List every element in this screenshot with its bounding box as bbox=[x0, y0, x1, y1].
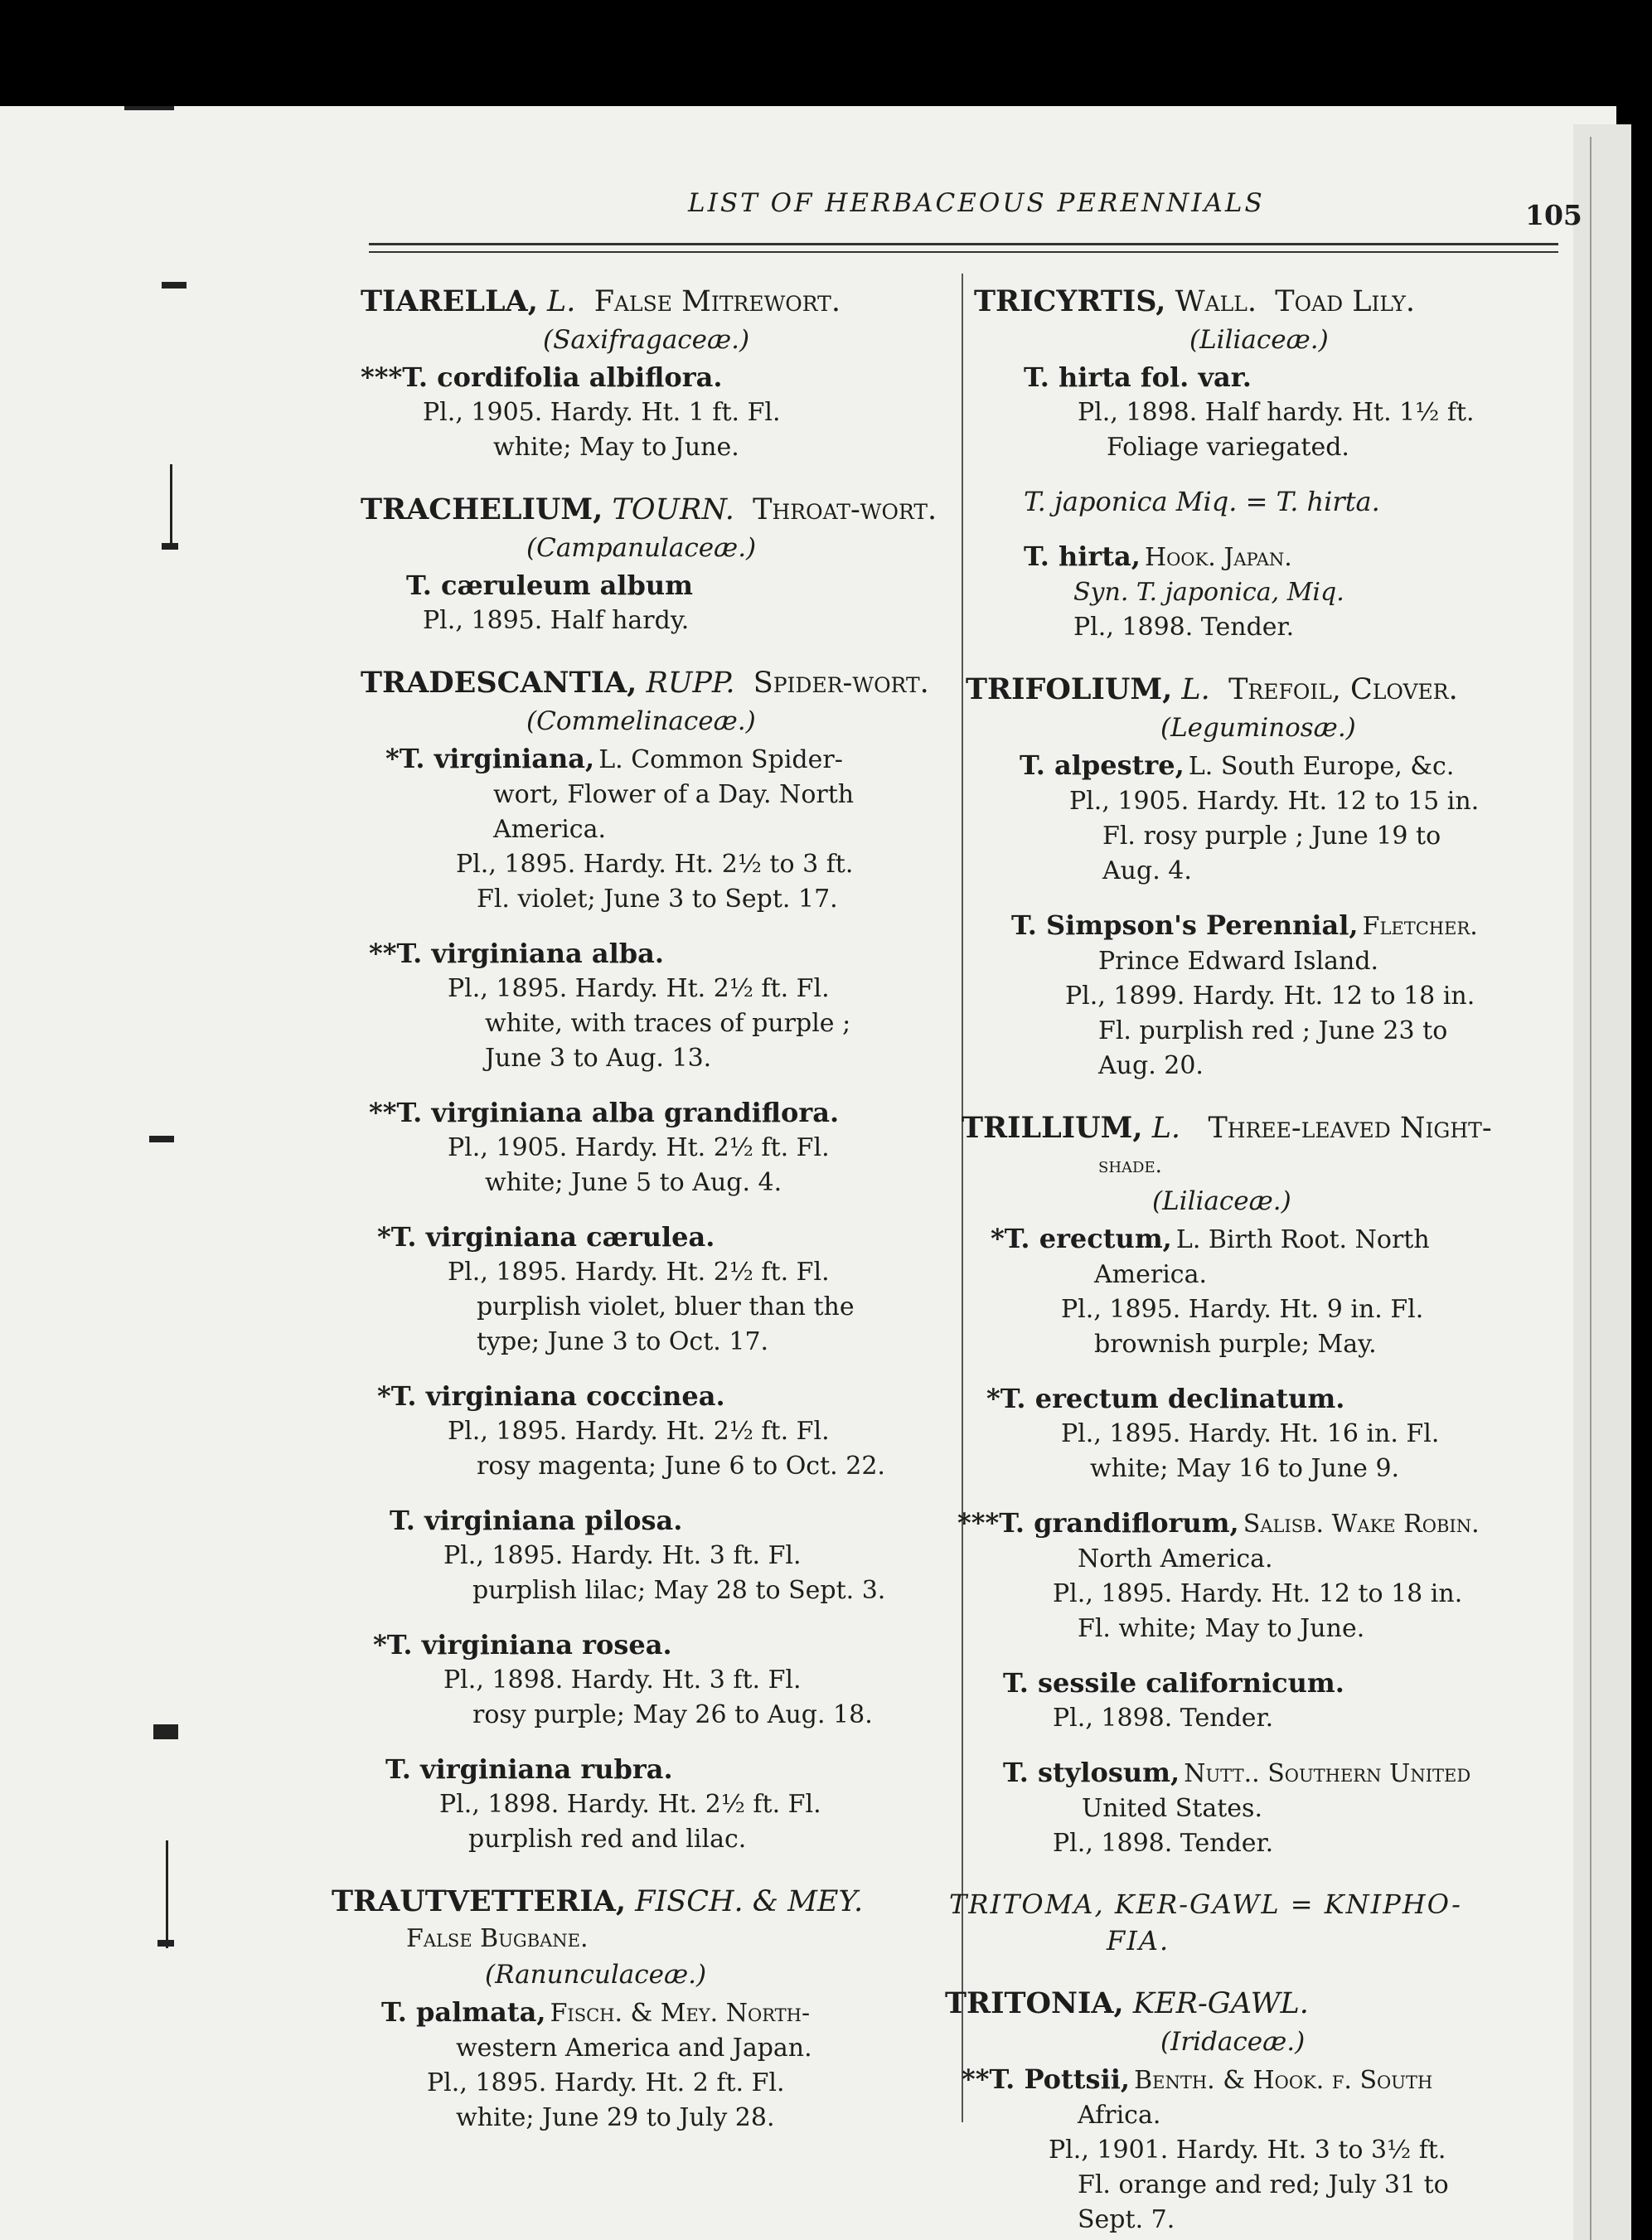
species-text: L. South Europe, &c. bbox=[1188, 752, 1455, 781]
species-entry bbox=[361, 1994, 945, 2031]
species-text: Fisch. & Mey. North- bbox=[550, 1999, 811, 2028]
species-text: western America and Japan. bbox=[456, 2034, 812, 2063]
species-text: Fl. violet; June 3 to Sept. 17. bbox=[477, 885, 838, 914]
genus-author: TOURN. bbox=[612, 493, 734, 526]
species-text: Pl., 1895. Hardy. Ht. 9 in. Fl. bbox=[1061, 1295, 1424, 1324]
genus-author: L. bbox=[1181, 673, 1210, 706]
species-text: purplish violet, bluer than the bbox=[477, 1292, 855, 1321]
right-column bbox=[941, 282, 1554, 2238]
running-header: LIST OF HERBACEOUS PERENNIALS bbox=[688, 188, 1265, 218]
species-text: Pl., 1899. Hardy. Ht. 12 to 18 in. bbox=[1065, 982, 1475, 1011]
genus-author: RUPP. bbox=[646, 667, 735, 700]
species-name: T. hirta fol. var. bbox=[1024, 361, 1252, 393]
species-text: Nutt.. Southern United bbox=[1184, 1759, 1471, 1788]
species-entry bbox=[941, 1220, 1554, 1258]
genus-heading bbox=[361, 663, 945, 703]
species-name: *T. virginiana, bbox=[385, 743, 595, 774]
species-text: wort, Flower of a Day. North bbox=[493, 780, 855, 809]
species-text: Pl., 1905. Hardy. Ht. 1 ft. Fl. bbox=[423, 398, 781, 427]
species-name: **T. Pottsii, bbox=[962, 2063, 1131, 2095]
species-text: Benth. & Hook. f. South bbox=[1134, 2066, 1433, 2095]
genus-name: TRACHELIUM, bbox=[361, 492, 603, 526]
genus-heading bbox=[941, 670, 1554, 710]
header-rule bbox=[369, 243, 1558, 245]
species-text: white; May 16 to June 9. bbox=[1090, 1454, 1400, 1483]
species-entry bbox=[941, 538, 1554, 575]
species-entry bbox=[941, 2061, 1554, 2098]
genus-name: TRITONIA, bbox=[945, 1986, 1124, 2020]
genus-author: FISCH. & MEY. bbox=[635, 1885, 864, 1918]
genus-heading bbox=[941, 1984, 1554, 2024]
species-text: Fl. rosy purple ; June 19 to bbox=[1102, 822, 1441, 851]
species-text: Pl., 1895. Hardy. Ht. 2½ ft. Fl. bbox=[448, 1258, 830, 1287]
family-name: (Ranunculaceæ.) bbox=[485, 1960, 707, 1990]
species-text: brownish purple; May. bbox=[1094, 1330, 1377, 1359]
species-text: L. Common Spider- bbox=[598, 745, 843, 774]
species-name: T. virginiana pilosa. bbox=[390, 1505, 683, 1536]
species-name: **T. virginiana alba. bbox=[369, 938, 665, 969]
species-text: Hook. Japan. bbox=[1145, 543, 1292, 572]
species-entry bbox=[361, 740, 945, 778]
family-name: (Campanulaceæ.) bbox=[526, 533, 757, 563]
genus-name: TRILLIUM, bbox=[962, 1111, 1143, 1145]
species-entry bbox=[941, 907, 1554, 944]
species-name: T. stylosum, bbox=[1003, 1757, 1180, 1788]
margin-mark bbox=[149, 1136, 174, 1142]
species-text: L. Birth Root. North bbox=[1175, 1225, 1430, 1254]
genus-author: L. bbox=[547, 285, 576, 318]
species-text: Pl., 1895. Hardy. Ht. 12 to 18 in. bbox=[1053, 1579, 1463, 1608]
species-text: Pl., 1898. Hardy. Ht. 3 ft. Fl. bbox=[443, 1665, 802, 1695]
genus-heading bbox=[332, 1882, 945, 1922]
genus-author: KER-GAWL. bbox=[1132, 1987, 1309, 2020]
species-name: *T. virginiana cærulea. bbox=[377, 1221, 715, 1253]
genus-author: Wall. bbox=[1175, 285, 1257, 318]
species-text: Syn. T. japonica, Miq. bbox=[1073, 578, 1344, 607]
species-name: T. palmata, bbox=[381, 1996, 546, 2028]
species-text: rosy purple; May 26 to Aug. 18. bbox=[472, 1700, 873, 1729]
species-text: white; June 5 to Aug. 4. bbox=[485, 1168, 782, 1197]
common-name: Throat-wort. bbox=[753, 493, 937, 526]
species-text: Pl., 1895. Hardy. Ht. 3 ft. Fl. bbox=[443, 1541, 802, 1570]
species-entry bbox=[941, 747, 1554, 784]
family-name: (Commelinaceæ.) bbox=[526, 706, 756, 736]
family-name: (Leguminosæ.) bbox=[1160, 713, 1356, 743]
cross-reference: FIA. bbox=[1107, 1925, 1170, 1956]
genus-name: TRADESCANTIA, bbox=[361, 666, 637, 700]
species-name: T. virginiana rubra. bbox=[385, 1753, 673, 1785]
species-name: T. hirta, bbox=[1024, 541, 1141, 572]
species-text: white; June 29 to July 28. bbox=[456, 2103, 775, 2132]
species-text: June 3 to Aug. 13. bbox=[485, 1044, 712, 1073]
family-name: (Iridaceæ.) bbox=[1160, 2027, 1306, 2057]
common-name: Trefoil, Clover. bbox=[1228, 673, 1458, 706]
genus-heading bbox=[361, 282, 945, 322]
species-text: Pl., 1905. Hardy. Ht. 2½ ft. Fl. bbox=[448, 1133, 830, 1162]
cross-reference: T. japonica Miq. = T. hirta. bbox=[1024, 486, 1380, 517]
common-name: shade. bbox=[1098, 1153, 1162, 1178]
species-text: Pl., 1895. Hardy. Ht. 16 in. Fl. bbox=[1061, 1419, 1440, 1448]
cross-reference: TRITOMA, KER-GAWL = KNIPHO- bbox=[949, 1888, 1462, 1920]
left-column bbox=[332, 282, 945, 2136]
species-name: T. cæruleum album bbox=[406, 570, 693, 601]
species-text: white; May to June. bbox=[493, 433, 739, 462]
species-name: **T. virginiana alba grandiflora. bbox=[369, 1097, 840, 1128]
species-text: Pl., 1895. Hardy. Ht. 2½ ft. Fl. bbox=[448, 974, 830, 1003]
margin-mark bbox=[170, 464, 172, 547]
genus-name: TRIFOLIUM, bbox=[966, 672, 1173, 706]
header-rule-lower bbox=[369, 251, 1558, 253]
species-name: ***T. cordifolia albiflora. bbox=[361, 361, 723, 393]
page-edge bbox=[1573, 124, 1631, 2240]
species-name: *T. erectum declinatum. bbox=[986, 1383, 1345, 1414]
species-text: purplish red and lilac. bbox=[468, 1825, 747, 1854]
species-entry bbox=[941, 1505, 1554, 1542]
species-text: Fletcher. bbox=[1362, 912, 1478, 941]
species-name: *T. virginiana coccinea. bbox=[377, 1380, 725, 1412]
species-entry bbox=[941, 1754, 1554, 1792]
species-text: Pl., 1898. Tender. bbox=[1053, 1704, 1274, 1733]
genus-author: L. bbox=[1151, 1112, 1181, 1145]
genus-name: TRAUTVETTERIA, bbox=[332, 1884, 627, 1918]
species-text: America. bbox=[1094, 1260, 1208, 1289]
species-name: T. sessile californicum. bbox=[1003, 1667, 1344, 1699]
species-text: United States. bbox=[1082, 1794, 1262, 1823]
species-text: Africa. bbox=[1078, 2101, 1161, 2130]
family-name: (Saxifragaceæ.) bbox=[543, 325, 750, 355]
species-text: Pl., 1895. Hardy. Ht. 2½ to 3 ft. bbox=[456, 850, 854, 879]
margin-mark bbox=[153, 1724, 178, 1739]
species-text: Pl., 1898. Hardy. Ht. 2½ ft. Fl. bbox=[439, 1790, 821, 1819]
margin-mark bbox=[166, 1840, 168, 1948]
species-text: rosy magenta; June 6 to Oct. 22. bbox=[477, 1452, 885, 1481]
species-text: Prince Edward Island. bbox=[1098, 947, 1379, 976]
genus-heading bbox=[361, 490, 945, 530]
species-name: T. alpestre, bbox=[1020, 749, 1184, 781]
species-text: Foliage variegated. bbox=[1107, 433, 1349, 462]
species-text: Fl. purplish red ; June 23 to bbox=[1098, 1016, 1448, 1045]
common-name: Toad Lily. bbox=[1275, 285, 1416, 318]
family-name: (Liliaceæ.) bbox=[1189, 325, 1329, 355]
species-text: Pl., 1895. Half hardy. bbox=[423, 606, 690, 635]
species-text: Pl., 1905. Hardy. Ht. 12 to 15 in. bbox=[1069, 787, 1480, 816]
genus-name: TRICYRTIS, bbox=[974, 284, 1166, 318]
genus-heading bbox=[941, 1108, 1554, 1148]
page-number: 105 bbox=[1525, 199, 1582, 231]
page-edge-line bbox=[1590, 137, 1591, 2240]
species-text: North America. bbox=[1078, 1544, 1273, 1573]
species-text: Pl., 1901. Hardy. Ht. 3 to 3½ ft. bbox=[1049, 2136, 1446, 2165]
species-text: America. bbox=[493, 815, 607, 844]
species-name: *T. erectum, bbox=[991, 1223, 1172, 1254]
species-text: white, with traces of purple ; bbox=[485, 1009, 851, 1038]
species-text: Pl., 1895. Hardy. Ht. 2 ft. Fl. bbox=[427, 2068, 785, 2097]
family-name: (Liliaceæ.) bbox=[1152, 1186, 1291, 1216]
common-name: False Bugbane. bbox=[406, 1924, 589, 1953]
species-name: *T. virginiana rosea. bbox=[373, 1629, 672, 1661]
common-name: Spider-wort. bbox=[753, 667, 929, 700]
species-text: Salisb. Wake Robin. bbox=[1243, 1510, 1480, 1539]
species-text: Pl., 1898. Half hardy. Ht. 1½ ft. bbox=[1078, 398, 1475, 427]
species-text: Pl., 1898. Tender. bbox=[1053, 1829, 1274, 1858]
margin-mark bbox=[162, 543, 178, 550]
margin-mark bbox=[162, 282, 187, 288]
species-text: Pl., 1898. Tender. bbox=[1073, 613, 1295, 642]
common-name: False Mitrewort. bbox=[593, 285, 841, 318]
species-text: Sept. 7. bbox=[1078, 2205, 1175, 2234]
species-name: ***T. grandiflorum, bbox=[957, 1507, 1239, 1539]
species-text: purplish lilac; May 28 to Sept. 3. bbox=[472, 1576, 886, 1605]
margin-mark bbox=[124, 106, 174, 110]
margin-mark bbox=[157, 1940, 174, 1947]
species-text: Fl. white; May to June. bbox=[1078, 1614, 1365, 1643]
species-name: T. Simpson's Perennial, bbox=[1011, 909, 1359, 941]
species-text: Aug. 20. bbox=[1098, 1051, 1204, 1080]
common-name: Three-leaved Night- bbox=[1208, 1112, 1492, 1145]
species-text: Aug. 4. bbox=[1102, 856, 1192, 885]
species-text: Fl. orange and red; July 31 to bbox=[1078, 2170, 1449, 2199]
genus-name: TIARELLA, bbox=[361, 284, 538, 318]
species-text: Pl., 1895. Hardy. Ht. 2½ ft. Fl. bbox=[448, 1417, 830, 1446]
species-text: type; June 3 to Oct. 17. bbox=[477, 1327, 769, 1356]
genus-heading bbox=[941, 282, 1554, 322]
